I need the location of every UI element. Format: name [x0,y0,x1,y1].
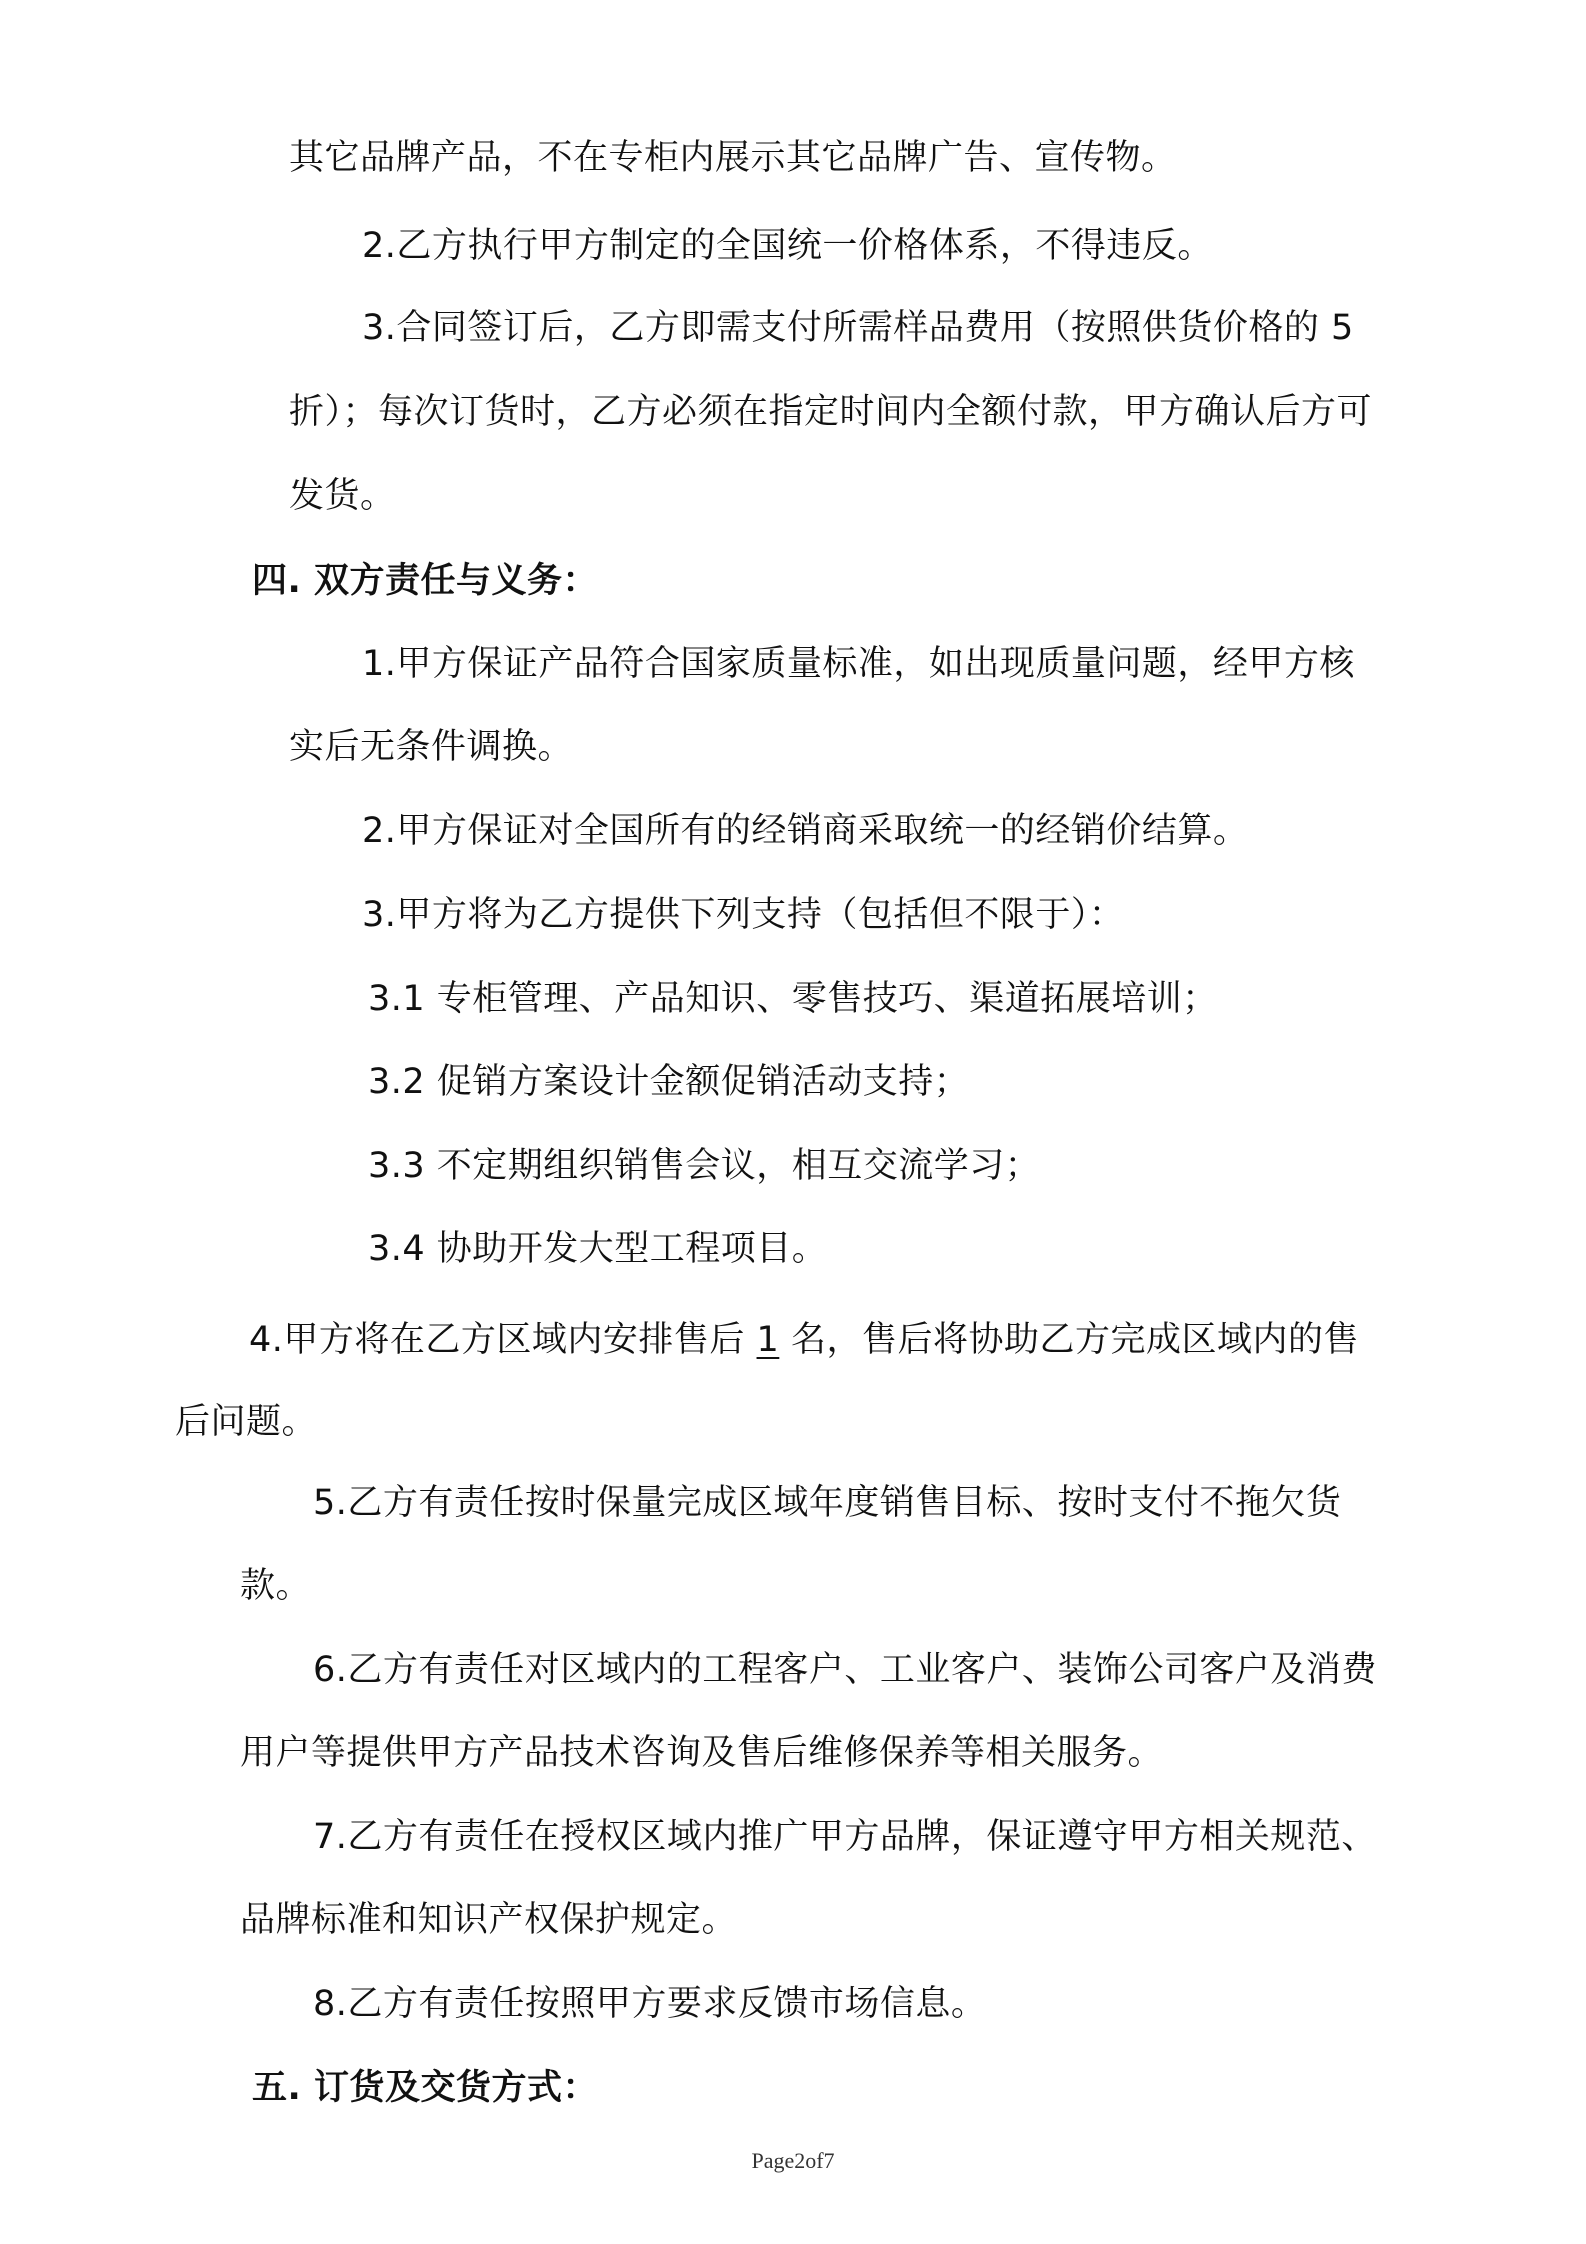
paragraph-line: 用户等提供甲方产品技术咨询及售后维修保养等相关服务。 [240,1733,1164,1773]
clause-4-1: 1.甲方保证产品符合国家质量标准，如出现质量问题，经甲方核 [362,644,1355,684]
section-heading-4: 四. 双方责任与义务： [252,561,598,601]
paragraph-line: 品牌标准和知识产权保护规定。 [240,1900,738,1940]
clause-4-5: 5.乙方有责任按时保量完成区域年度销售目标、按时支付不拖欠货 [313,1483,1342,1523]
clause-4-4 [249,1316,1359,1364]
clause-4-7: 7.乙方有责任在授权区域内推广甲方品牌，保证遵守甲方相关规范、 [313,1817,1377,1857]
page-number: Page2of7 [751,2148,835,2173]
clause-4-8: 8.乙方有责任按照甲方要求反馈市场信息。 [313,1984,987,2024]
aftersales-count: 1 [756,1320,780,1360]
clause-4-3-2: 3.2 促销方案设计金额促销活动支持； [368,1062,970,1102]
clause-3-3: 3.合同签订后，乙方即需支付所需样品费用（按照供货价格的 5 [362,308,1354,348]
clause-4-4-suffix: 名，售后将协助乙方完成区域内的售 [779,1320,1359,1360]
paragraph-line: 款。 [240,1566,312,1606]
clause-4-3-1: 3.1 专柜管理、产品知识、零售技巧、渠道拓展培训； [368,979,1218,1019]
clause-3-2: 2.乙方执行甲方制定的全国统一价格体系，不得违反。 [362,226,1213,266]
paragraph-line: 发货。 [289,476,396,516]
section-heading-5: 五. 订货及交货方式： [252,2068,598,2108]
paragraph-line: 其它品牌产品，不在专柜内展示其它品牌广告、宣传物。 [289,138,1177,178]
clause-4-6: 6.乙方有责任对区域内的工程客户、工业客户、装饰公司客户及消费 [313,1650,1377,1690]
clause-4-3: 3.甲方将为乙方提供下列支持（包括但不限于）： [362,895,1125,935]
paragraph-line: 折）；每次订货时，乙方必须在指定时间内全额付款，甲方确认后方可 [289,392,1373,432]
clause-4-4-prefix: 4.甲方将在乙方区域内安排售后 [249,1320,757,1360]
clause-4-2: 2.甲方保证对全国所有的经销商采取统一的经销价结算。 [362,811,1249,851]
paragraph-line: 实后无条件调换。 [289,727,574,767]
clause-4-3-4: 3.4 协助开发大型工程项目。 [368,1229,828,1269]
clause-4-3-3: 3.3 不定期组织销售会议，相互交流学习； [368,1146,1041,1186]
paragraph-line: 后问题。 [175,1402,318,1442]
